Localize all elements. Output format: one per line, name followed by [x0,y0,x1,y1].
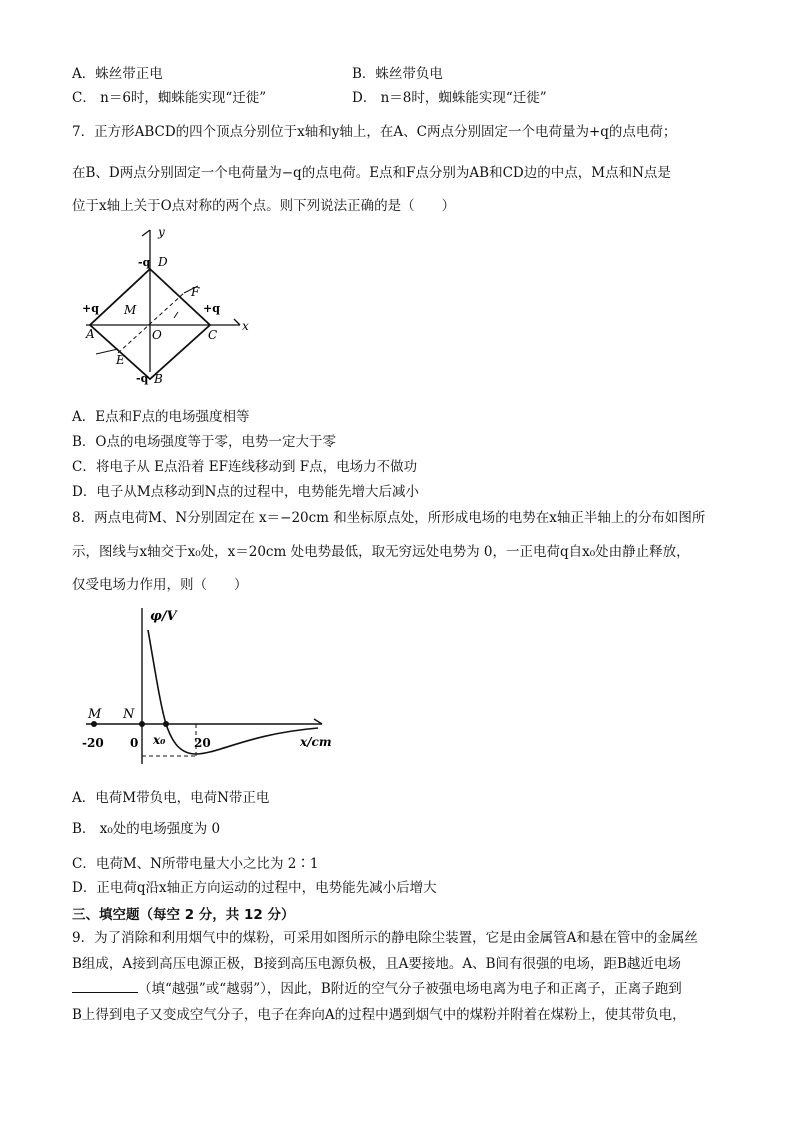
q7-stem-line-1: 7．正方形ABCD的四个顶点分别位于x轴和y轴上，在A、C两点分别固定一个电荷量为+q的点电荷； [72,124,677,140]
q9-line-4: B上得到电子又变成空气分子，电子在奔向A的过程中遇到烟气中的煤粉并附着在煤粉上，使其带负电， [72,1007,686,1023]
q8-fig-m-label: M [88,707,102,722]
answer-blank[interactable] [72,980,138,993]
q8-potential-figure [78,604,340,774]
q9-line-3-text: （填“越强”或“越弱”），因此，B附近的空气分子被强电场电离为电子和正离子，正离子跑到 [138,981,682,997]
q7-fig-a-label: A [86,327,95,341]
q6-option-b: B．蛛丝带负电 [352,66,443,82]
q9-line-1: 9．为了消除和利用烟气中的煤粉，可采用如图所示的静电除尘装置，它是由金属管A和悬在管中的金属丝 [72,930,698,946]
q7-fig-d-charge: -q [138,256,151,269]
q6-option-c: C． n＝6时，蜘蛛能实现“迁徙” [72,90,267,106]
q8-option-b: B． x₀处的电场强度为 0 [72,821,221,837]
q8-fig-tick-20: 20 [194,736,211,750]
q9-line-2: B组成，A接到高压电源正极，B接到高压电源负极，且A要接地。A、B间有很强的电场，距B越近电场 [72,956,681,972]
q7-option-b: B．O点的电场强度等于零，电势一定大于零 [72,434,336,450]
section-title: 三、填空题（每空 2 分，共 12 分） [72,907,295,923]
q7-stem-line-2: 在B、D两点分别固定一个电荷量为−q的点电荷。E点和F点分别为AB和CD边的中点，M点和N点是 [72,165,671,181]
q7-fig-e-label: E [116,353,125,367]
q8-option-d: D．正电荷q沿x轴正方向运动的过程中，电势能先减小后增大 [72,880,437,896]
q7-fig-x-label: x [242,319,249,333]
q8-fig-tick-0: 0 [130,736,139,750]
q8-fig-n-label: N [123,707,135,722]
q8-fig-y-label: φ/V [150,609,177,624]
q7-fig-c-label: C [208,328,218,342]
q6-option-a: A．蛛丝带正电 [72,66,163,82]
q7-fig-c-charge: +q [203,302,220,315]
q7-fig-b-charge: -q [136,372,149,385]
q8-option-a: A．电荷M带负电，电荷N带正电 [72,790,270,806]
q6-option-d: D． n＝8时，蜘蛛能实现“迁徙” [352,90,547,106]
q7-option-d: D．电子从M点移动到N点的过程中，电势能先增大后减小 [72,484,419,500]
q7-option-a: A．E点和F点的电场强度相等 [72,409,250,425]
q7-fig-f-label: F [191,285,200,299]
q7-square-figure [78,222,253,390]
q8-stem-line-3: 仅受电场力作用，则（ ） [72,577,248,593]
q7-fig-y-label: y [158,225,165,239]
q7-fig-b-label: B [154,372,163,386]
q8-option-c: C．电荷M、N所带电量大小之比为 2∶1 [72,856,319,872]
q8-stem-line-1: 8．两点电荷M、N分别固定在 x＝−20cm 和坐标原点处，所形成电场的电势在x轴正半轴上的分布如图所 [72,510,706,526]
q7-stem-line-3: 位于x轴上关于O点对称的两个点。则下列说法正确的是（ ） [72,198,456,214]
q7-fig-a-charge: +q [82,302,99,315]
q8-fig-x-label: x/cm [300,735,332,749]
q7-option-c: C．将电子从 E点沿着 EF连线移动到 F点，电场力不做功 [72,459,418,475]
q8-fig-tick-x0: x₀ [153,733,166,747]
q8-stem-line-2: 示，图线与x轴交于x₀处，x＝20cm 处电势最低，取无穷远处电势为 0，一正电荷q自x₀处由静止释放， [72,544,690,560]
q7-fig-o-label: O [152,328,162,342]
q7-fig-m-label: M [124,303,137,317]
q8-fig-tick-m20: -20 [82,736,104,750]
q7-fig-d-label: D [158,255,168,269]
q9-line-3 [72,980,682,998]
